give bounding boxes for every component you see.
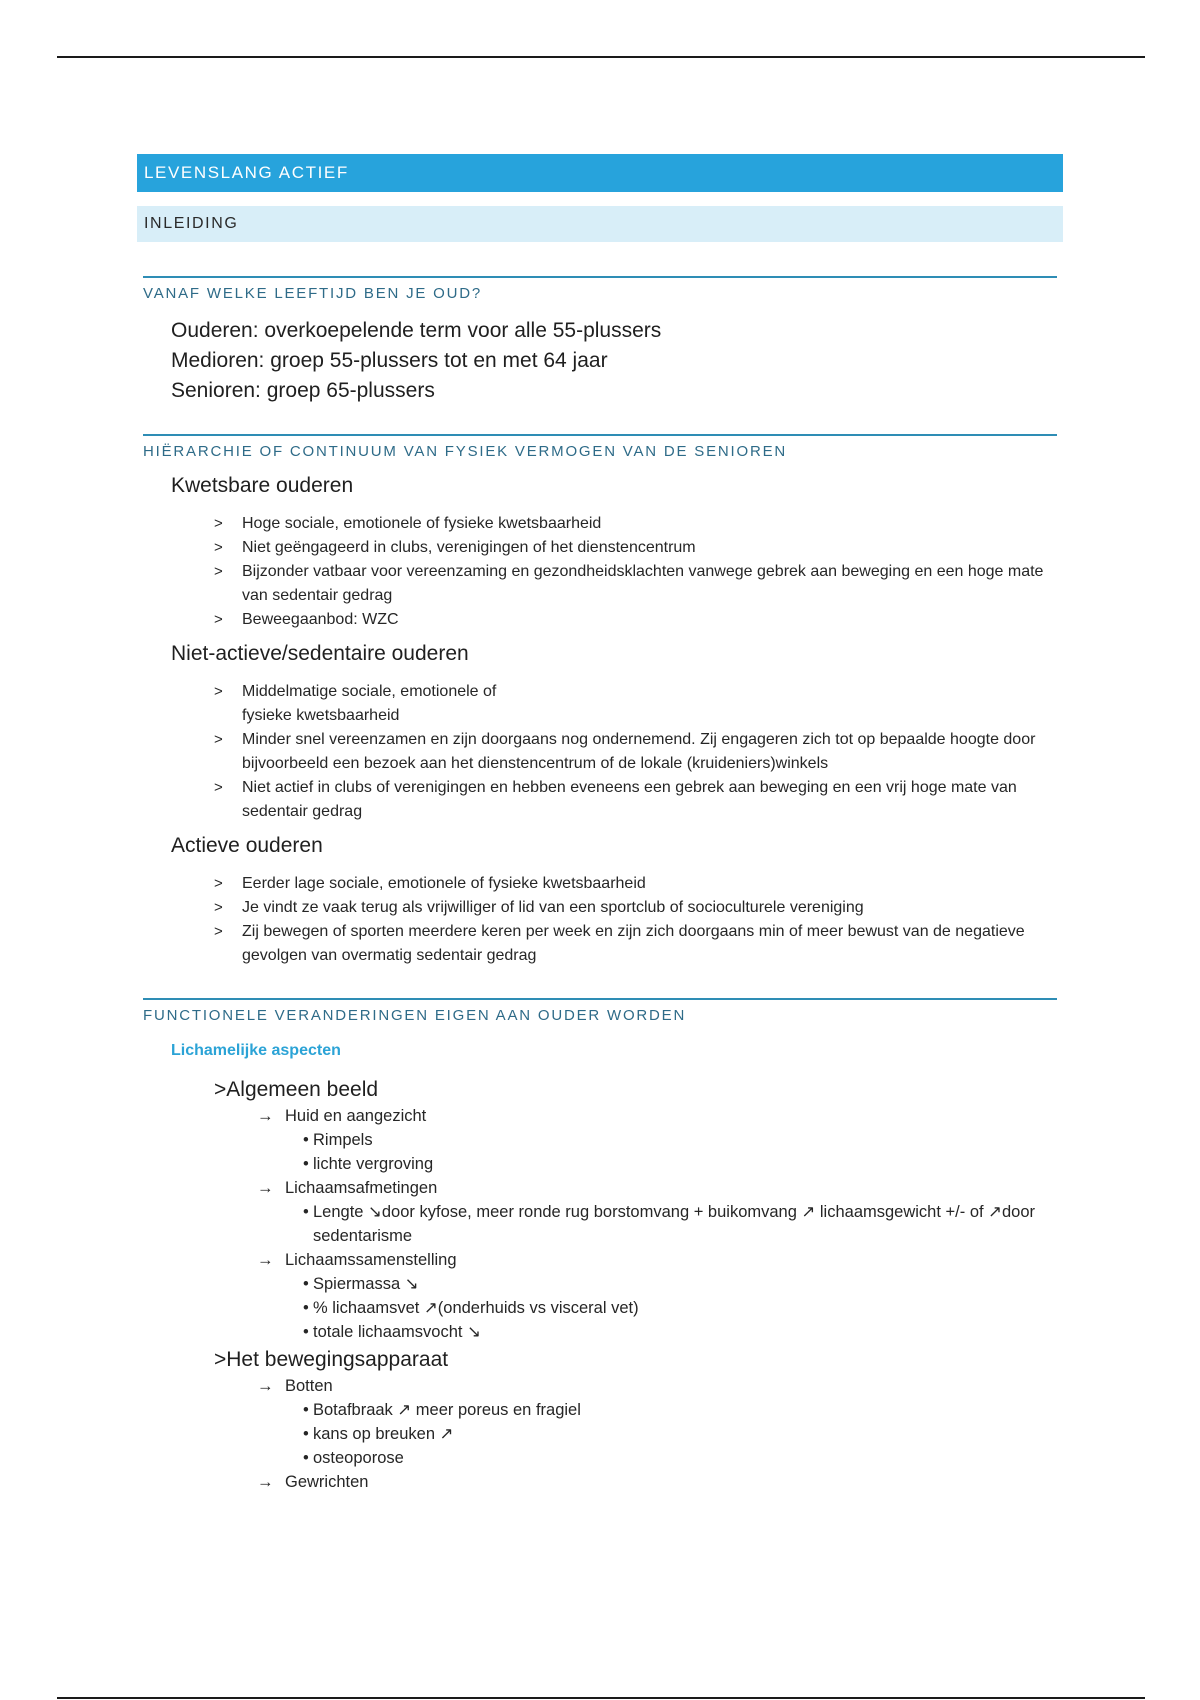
age-line: Medioren: groep 55-plussers tot en met 64 jaar — [171, 349, 608, 372]
subheading-lichamelijk: Lichamelijke aspecten — [171, 1042, 341, 1059]
subtopic: → Lichaamssamenstelling — [257, 1248, 1063, 1272]
subtopic: → Gewrichten — [257, 1470, 1063, 1494]
list-item: > Bijzonder vatbaar voor vereenzaming en gezondheidsklachten vanwege gebrek aan beweging en een hoge mate van sedentair gedrag — [214, 563, 1044, 604]
bullet-icon: • — [303, 1323, 309, 1341]
point: • Botafbraak ↗ meer poreus en fragiel — [303, 1398, 1063, 1422]
heading-hierarchy: HIËRARCHIE OF CONTINUUM VAN FYSIEK VERMOGEN VAN DE SENIOREN — [143, 434, 1057, 460]
point: • Spiermassa ↘ — [303, 1272, 1063, 1296]
point: • totale lichaamsvocht ↘ — [303, 1320, 1063, 1344]
bottom-rule — [57, 1697, 1145, 1699]
bullet-list — [214, 680, 1044, 824]
list-item: > Je vindt ze vaak terug als vrijwilliger of lid van een sportclub of socioculturele vereniging — [214, 899, 864, 916]
arrow-right-icon: → — [257, 1107, 274, 1125]
subtopic: → Lichaamsafmetingen — [257, 1176, 1063, 1200]
heading-age: VANAF WELKE LEEFTIJD BEN JE OUD? — [143, 276, 1057, 302]
list-item: > Eerder lage sociale, emotionele of fysieke kwetsbaarheid — [214, 875, 646, 892]
list-item: > Zij bewegen of sporten meerdere keren per week en zijn zich doorgaans min of meer bewust van de negatieve gevolgen van overmatig sedentair gedrag — [214, 923, 1025, 964]
age-line: Senioren: groep 65-plussers — [171, 379, 435, 402]
bullet-icon: • — [303, 1299, 309, 1317]
point: • % lichaamsvet ↗(onderhuids vs visceral vet) — [303, 1296, 1063, 1320]
chapter-title: LEVENSLANG ACTIEF — [137, 154, 1063, 192]
list-item: > Niet geëngageerd in clubs, verenigingen of het dienstencentrum — [214, 539, 696, 556]
document-page — [137, 154, 1063, 1494]
point: • Rimpels — [303, 1128, 1063, 1152]
bullet-icon: • — [303, 1275, 309, 1293]
bullet-icon: • — [303, 1155, 309, 1173]
group-heading: Kwetsbare ouderen — [171, 474, 354, 497]
list-item: > Hoge sociale, emotionele of fysieke kwetsbaarheid — [214, 515, 602, 532]
bullet-list — [214, 512, 1044, 632]
topic-heading: >Het bewegingsapparaat — [214, 1348, 449, 1371]
subtopic: → Huid en aangezicht — [257, 1104, 1063, 1128]
point: • Lengte ↘door kyfose, meer ronde rug borstomvang + buikomvang ↗ lichaamsgewicht +/- of ↗door sedentarisme — [303, 1200, 1063, 1248]
age-definitions — [171, 316, 1063, 406]
group-heading: Actieve ouderen — [171, 834, 323, 857]
arrow-right-icon: → — [257, 1179, 274, 1197]
heading-functional: FUNCTIONELE VERANDERINGEN EIGEN AAN OUDER WORDEN — [143, 998, 1057, 1024]
list-item: > Minder snel vereenzamen en zijn doorgaans nog ondernemend. Zij engageren zich tot op bepaalde hoogte door bijvoorbeeld een bezoek aan het dienstencentrum of de lokale (kruideniers)winkels — [214, 731, 1036, 772]
bullet-icon: • — [303, 1203, 309, 1221]
bullet-icon: • — [303, 1131, 309, 1149]
topic-heading: >Algemeen beeld — [214, 1078, 379, 1101]
bullet-icon: • — [303, 1449, 309, 1467]
arrow-right-icon: → — [257, 1251, 274, 1269]
list-item: > Niet actief in clubs of verenigingen en hebben eveneens een gebrek aan beweging en een vrij hoge mate van sedentair gedrag — [214, 779, 1017, 820]
point: • kans op breuken ↗ — [303, 1422, 1063, 1446]
bullet-list — [214, 872, 1044, 968]
arrow-right-icon: → — [257, 1473, 274, 1491]
point: • osteoporose — [303, 1446, 1063, 1470]
section-heading-inleiding: INLEIDING — [137, 206, 1063, 242]
age-line: Ouderen: overkoepelende term voor alle 55-plussers — [171, 319, 662, 342]
bullet-icon: • — [303, 1425, 309, 1443]
point: • lichte vergroving — [303, 1152, 1063, 1176]
arrow-right-icon: → — [257, 1377, 274, 1395]
subtopic: → Botten — [257, 1374, 1063, 1398]
top-rule — [57, 56, 1145, 58]
group-heading: Niet-actieve/sedentaire ouderen — [171, 642, 469, 665]
bullet-icon: • — [303, 1401, 309, 1419]
list-item: > Middelmatige sociale, emotionele of fysieke kwetsbaarheid — [214, 683, 497, 724]
list-item: > Beweegaanbod: WZC — [214, 611, 399, 628]
